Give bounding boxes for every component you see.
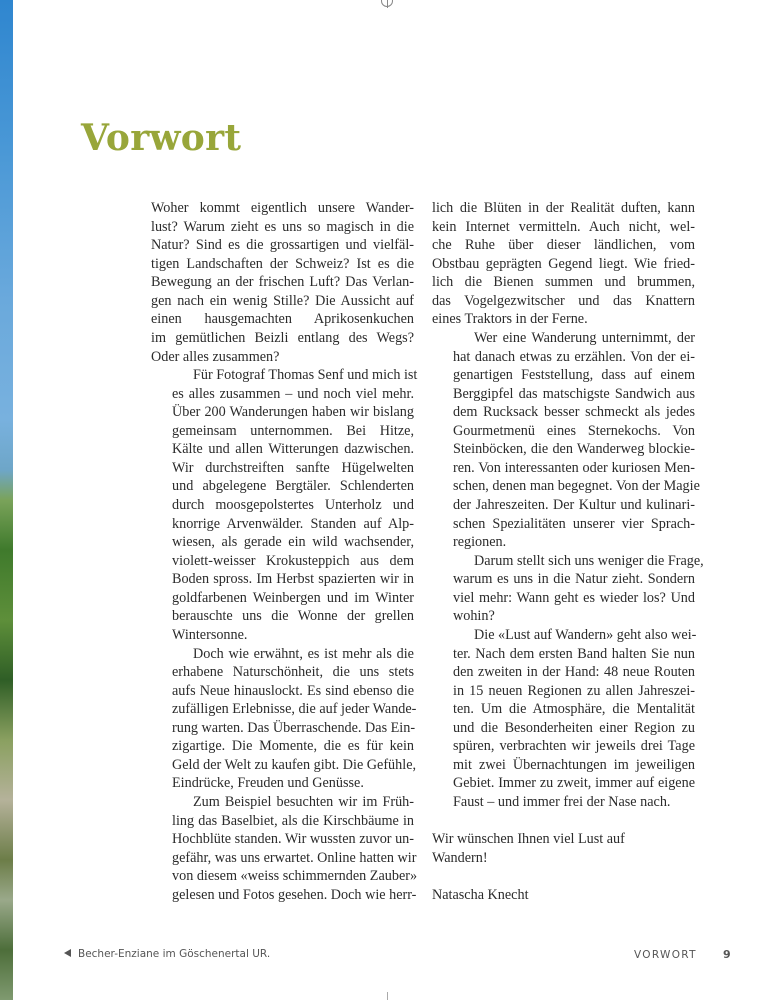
paragraph <box>432 199 695 329</box>
text-line: der Jahreszeiten. Der Kultur und kulinari- <box>453 497 695 513</box>
text-line: wiesen, als gerade ein wild wachsender, <box>172 534 414 551</box>
text-line: Wandern! <box>432 849 488 866</box>
text-line: ren. Von interessanten oder kuriosen Men- <box>453 459 695 476</box>
text-line: tigen Landschaften der Schweiz? Ist es die <box>151 255 414 272</box>
text-line: lich die Blüten in der Realität duften, kann <box>432 200 695 216</box>
text-line: von diesem «weiss schimmernden Zauber» <box>172 868 418 885</box>
page-title: Vorwort <box>81 117 242 159</box>
text-line: Gourmetmenü eines Sternekochs. Von <box>453 422 695 439</box>
page-number: 9 <box>723 948 731 961</box>
text-line: Berggipfel das matschigste Sandwich aus <box>453 385 695 402</box>
text-line: Wer eine Wanderung unternimmt, der <box>474 329 695 346</box>
text-line: rung warten. Das Überraschende. Das Ein- <box>172 719 416 736</box>
text-line: und abgelegene Bergtäler. Schlenderten <box>172 478 414 495</box>
paragraph <box>151 645 417 794</box>
text-line: lich die Bienen summen und brummen, <box>432 274 695 291</box>
crop-mark-icon <box>387 992 388 1000</box>
text-line: zufälligen Erlebnisse, die auf jeder Wande- <box>172 701 417 718</box>
paragraph <box>432 329 700 552</box>
text-line: gen nach ein wenig Stille? Die Aussicht auf <box>151 292 414 309</box>
paragraph <box>432 552 704 626</box>
text-line: gelesen und Fotos gesehen. Doch wie herr- <box>172 886 417 903</box>
text-line: Geld der Welt zu kaufen gibt. Die Gefühle, <box>172 756 417 773</box>
paragraph <box>432 626 695 812</box>
text-line: den zweiten in der Hand: 48 neue Routen <box>453 664 695 681</box>
running-footer-section: VORWORT <box>634 949 697 961</box>
text-line: Oder alles zusammen? <box>151 348 280 365</box>
text-line: kein Internet vermitteln. Auch nicht, wel- <box>432 218 695 235</box>
paragraph <box>151 199 414 366</box>
text-line: violett-weisser Krokusteppich aus dem <box>172 552 414 569</box>
registration-mark-icon <box>381 0 393 7</box>
text-line: zigartige. Die Momente, die es für kein <box>172 738 414 755</box>
text-line: Über 200 Wanderungen haben wir bislang <box>172 404 414 421</box>
text-line: Hochblüte standen. Wir wussten zuvor un- <box>172 831 414 848</box>
text-line: Kälte und allen Witterungen dazwischen. <box>172 441 414 458</box>
text-line: gefähr, was uns erwartet. Online hatten wir <box>172 849 417 866</box>
text-line: ling das Baselbiet, als die Kirschbäume in <box>172 812 414 829</box>
paragraph <box>151 366 418 644</box>
text-line: schen, denen man begegnet. Von der Magie <box>453 478 700 495</box>
facing-page-photo-edge <box>0 0 13 1000</box>
text-line: dem Rucksack besser schmeckt als jedes <box>453 404 695 421</box>
text-line: Wintersonne. <box>172 626 248 643</box>
text-line: Bewegung an der frischen Luft? Das Verlan- <box>151 274 414 291</box>
photo-caption-text: Becher-Enziane im Göschenertal UR. <box>78 948 271 960</box>
text-line: ter. Nach dem ersten Band halten Sie nun <box>453 645 695 662</box>
text-line: Zum Beispiel besuchten wir im Früh- <box>193 794 414 810</box>
text-line: Eindrücke, Freuden und Genüsse. <box>172 775 364 792</box>
text-line: berauschte uns die Wonne der grellen <box>172 608 414 625</box>
text-line: ten. Um die Atmosphäre, die Mentalität <box>453 701 695 718</box>
text-line: warum es uns in die Natur zieht. Sondern <box>453 571 695 588</box>
text-line: genartigen Feststellung, dass auf einem <box>453 367 695 384</box>
text-line: eines Traktors in der Ferne. <box>432 311 588 328</box>
text-line: durch moosgepolstertes Unterholz und <box>172 497 414 513</box>
author-signature: Natascha Knecht <box>432 886 529 903</box>
text-line: aufs Neue hinauslockt. Es sind ebenso die <box>172 682 414 699</box>
text-line: Obstbau geprägten Gegend liegt. Wie fried- <box>432 255 695 272</box>
text-line: Wir durchstreiften sanfte Hügelwelten <box>172 459 414 476</box>
text-column-right <box>432 199 704 904</box>
closing-wish <box>432 830 695 867</box>
text-line: es alles zusammen – und noch viel mehr. <box>172 385 414 402</box>
text-line: hat danach etwas zu erzählen. Von der ei- <box>453 348 695 365</box>
text-line: Die «Lust auf Wandern» geht also wei- <box>474 626 697 643</box>
paragraph <box>151 793 418 904</box>
text-line: das Vogelgezwitscher und das Knattern <box>432 292 695 309</box>
text-line: schen Spezialitäten unserer vier Sprach- <box>453 515 695 532</box>
text-line: knorrige Arvenwälder. Standen auf Alp- <box>172 515 414 532</box>
text-line: Doch wie erwähnt, es ist mehr als die <box>193 645 414 662</box>
text-line: lust? Warum zieht es uns so magisch in die <box>151 218 414 235</box>
text-line: Wir wünschen Ihnen viel Lust auf <box>432 831 625 848</box>
photo-caption <box>64 948 270 960</box>
text-line: Für Fotograf Thomas Senf und mich ist <box>193 367 418 384</box>
text-line: viel mehr: Wann geht es wieder los? Und <box>453 589 695 606</box>
text-line: Gebiet. Immer zu zweit, immer auf eigene <box>453 775 695 792</box>
text-line: Faust – und immer frei der Nase nach. <box>453 794 671 810</box>
text-line: erhabene Naturschönheit, die uns stets <box>172 664 414 681</box>
text-column-left <box>151 199 418 904</box>
text-line: Steinböcken, die den Wanderweg blockie- <box>453 441 695 458</box>
text-line: regionen. <box>453 534 507 551</box>
text-line: im gemütlichen Beizli entlang des Wegs? <box>151 329 414 346</box>
text-line: in 15 neuen Regionen zu allen Jahreszei- <box>453 682 695 699</box>
text-line: goldfarbenen Weinbergen und im Winter <box>172 589 414 606</box>
text-line: che Ruhe über dieser ländlichen, vom <box>432 237 695 254</box>
text-line: Boden spross. Im Herbst spazierten wir in <box>172 571 414 588</box>
text-line: einen hausgemachten Aprikosenkuchen <box>151 311 414 328</box>
text-line: mit zwei Übernachtungen im jeweiligen <box>453 756 695 773</box>
text-line: wohin? <box>453 608 495 625</box>
text-line: gemeinsam unternommen. Bei Hitze, <box>172 422 414 439</box>
text-line: Darum stellt sich uns weniger die Frage, <box>474 552 704 569</box>
text-line: spüren, verbrachten wir jeweils drei Tage <box>453 738 695 755</box>
triangle-left-icon <box>64 949 71 957</box>
text-line: Woher kommt eigentlich unsere Wander- <box>151 200 414 216</box>
text-line: und die Besonderheiten einer Region zu <box>453 719 695 736</box>
text-line: Natur? Sind es die grossartigen und vielfäl- <box>151 237 414 254</box>
